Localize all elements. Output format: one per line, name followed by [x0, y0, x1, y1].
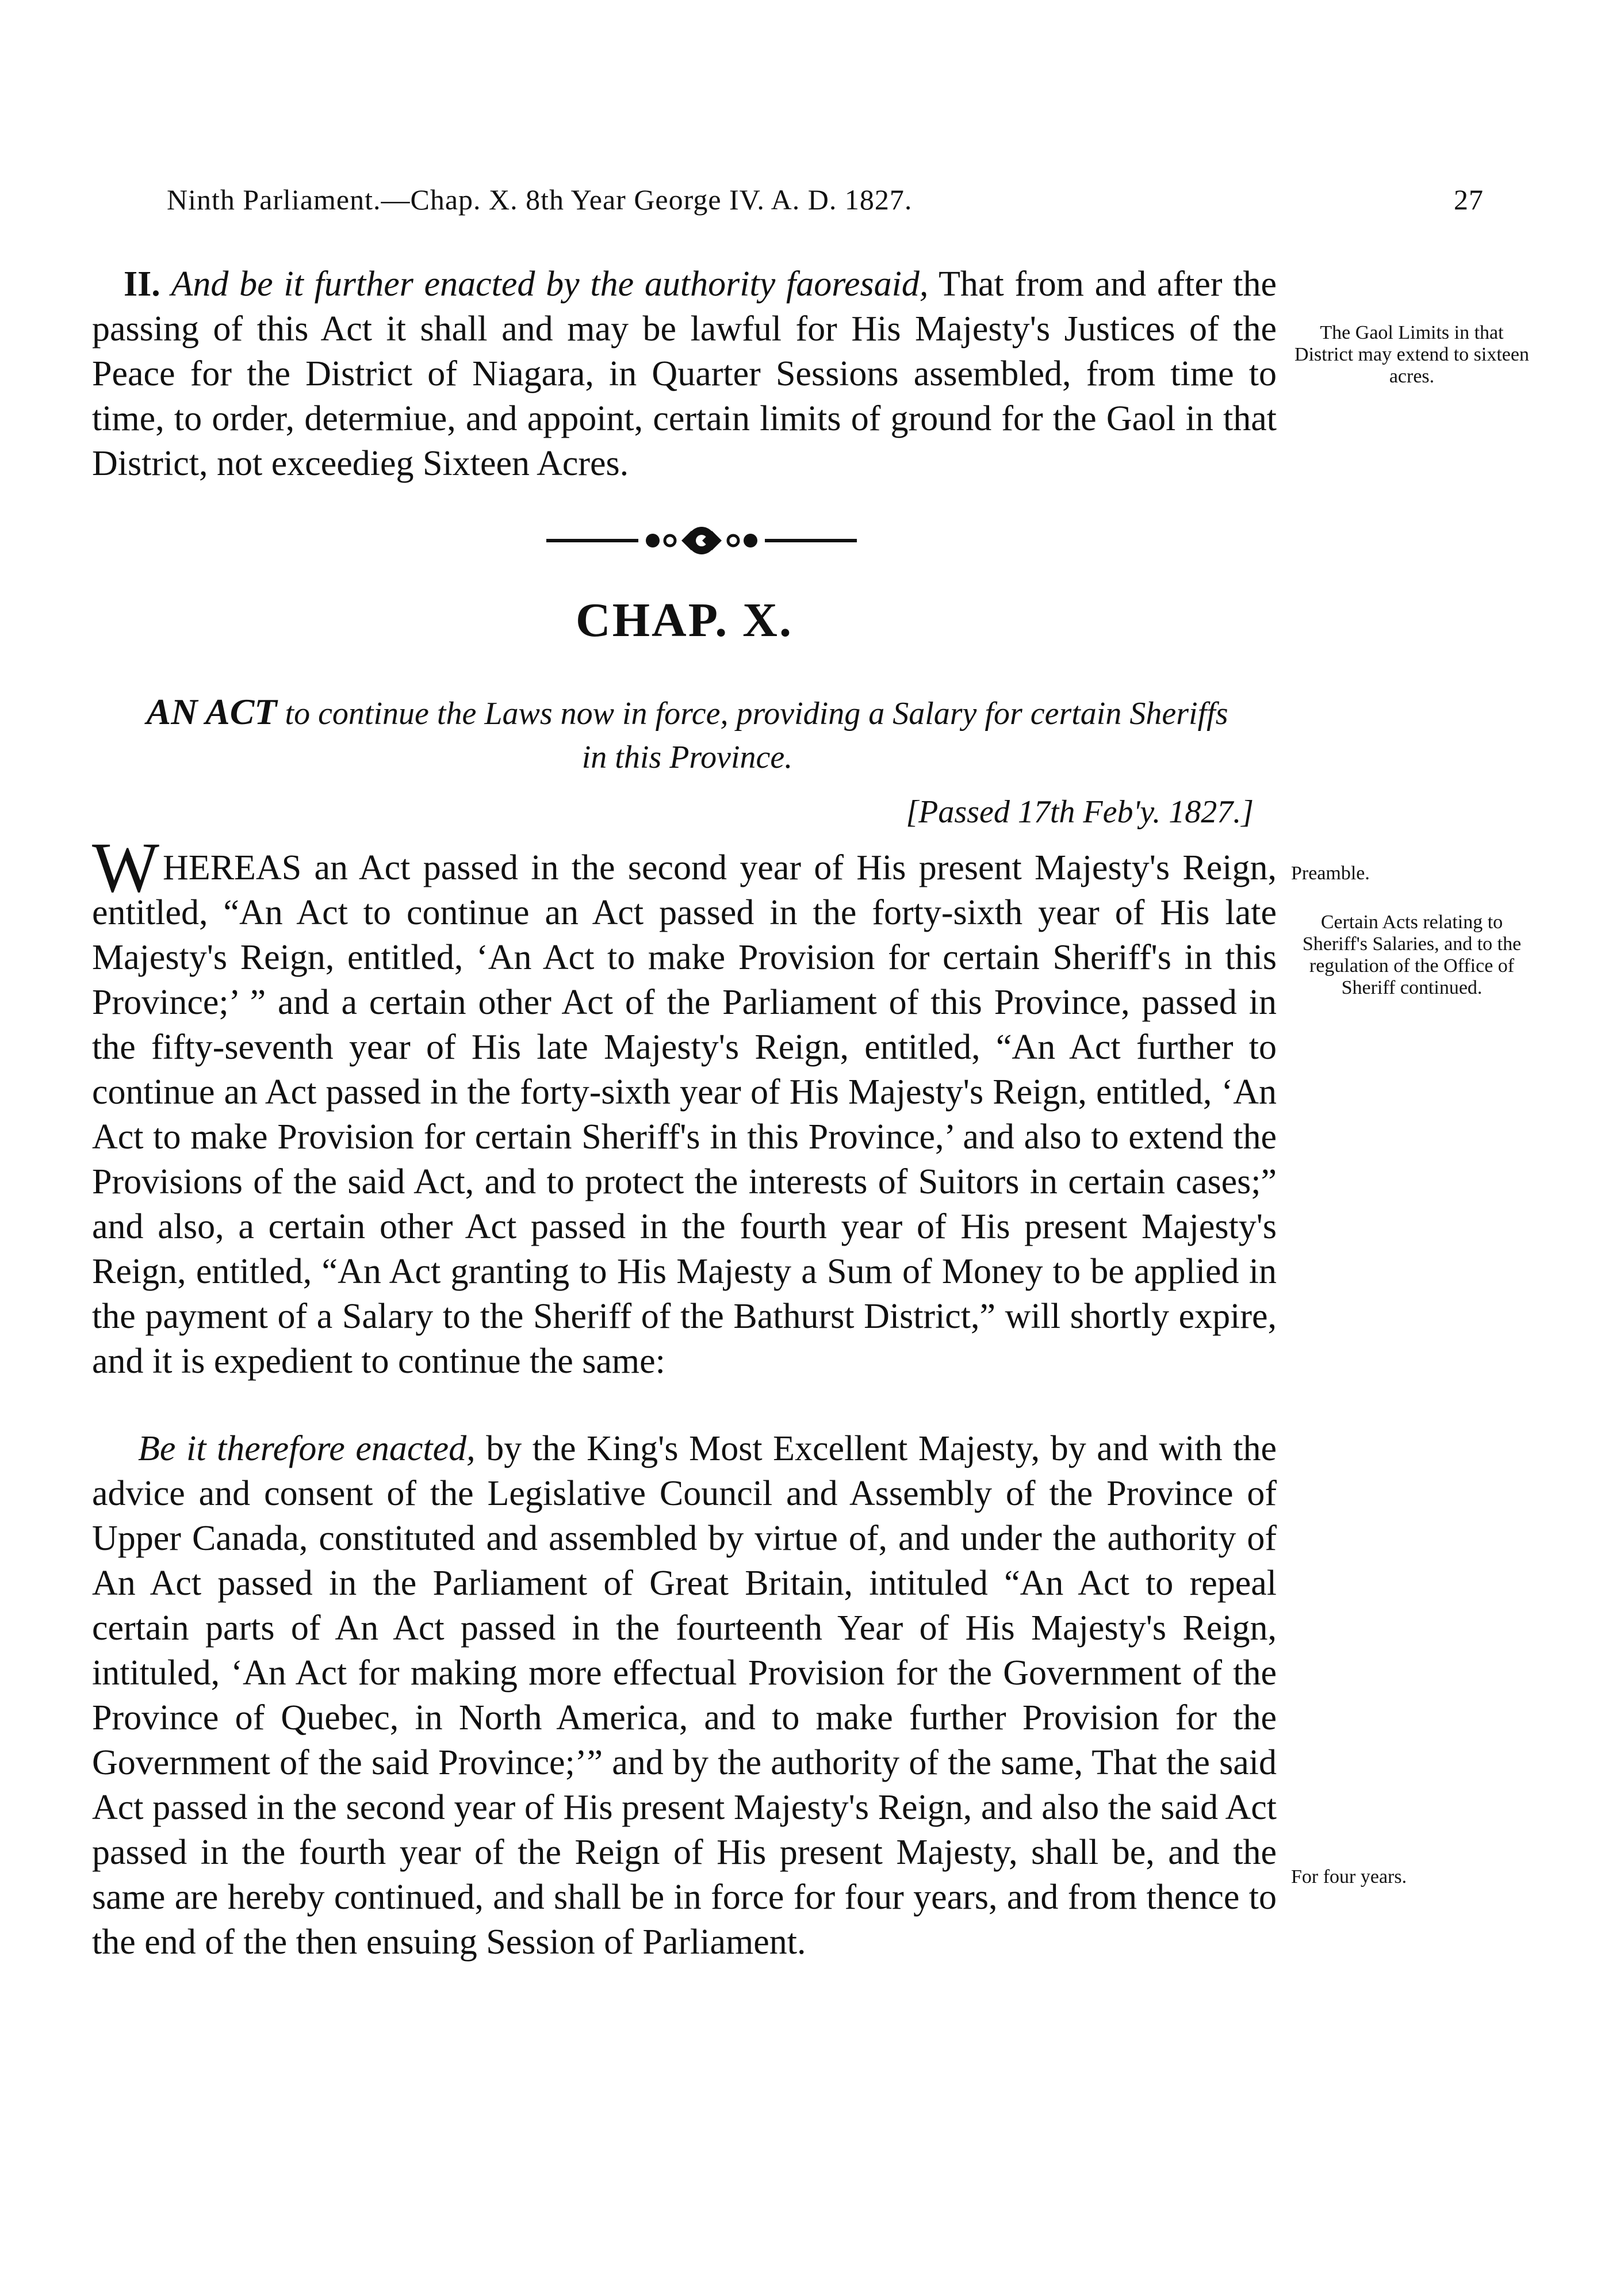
enacting-clause [92, 1426, 1277, 1965]
act-title-text: to continue the Laws now in force, providing a Salary for certain Sheriffs in this Province. [285, 696, 1228, 775]
act-title [132, 690, 1242, 779]
running-head-title: Ninth Parliament.—Chap. X. 8th Year George IV. A. D. 1827. [167, 183, 913, 216]
section-ii [92, 262, 1277, 486]
section-ii-paragraph [92, 262, 1277, 486]
section-ii-text: That from and after the passing of this Act it shall and may be lawful for His Majesty's Justices of the Peace for the District of Niagara, in Quarter Sessions assembled, from time to time, to order, determiue, and appoint, certain limits of ground for the Gaol in that District, not exceedieg Sixteen Acres. [92, 265, 1277, 483]
margin-note-four-years: For four years. [1291, 1866, 1407, 1887]
ornamental-divider-icon [541, 520, 863, 561]
preamble-paragraph [92, 828, 1277, 1384]
margin-note-acts: Certain Acts relating to Sheriff's Salaries, and to the regulation of the Office of Sheriff continued. [1302, 912, 1522, 998]
margin-note-preamble: Preamble. [1291, 863, 1370, 884]
page-number: 27 [1454, 183, 1484, 216]
chapter-heading: CHAP. X. [576, 593, 793, 647]
drop-initial: W [92, 828, 160, 907]
running-head [167, 183, 1484, 223]
section-number: II. [124, 265, 160, 304]
preamble [92, 828, 1277, 1384]
enacting-italic: Be it therefore enacted, [138, 1429, 476, 1468]
preamble-text: HEREAS an Act passed in the second year of His present Majesty's Reign, entitled, “An Act to continue an Act passed in the forty-sixth year of His late Majesty's Reign, entitled, ‘An Act to make Provision for certain Sheriff's in this Province;’ ” and a certain other Act of the Parliament of this Province, passed in the fifty-seventh year of His late Majesty's Reign, entitled, “An Act further to continue an Act passed in the forty-sixth year of His Majesty's Reign, entitled, ‘An Act to make Provision for certain Sheriff's in this Province,’ and also to extend the Provisions of the said Act, and to protect the interests of Suitors in certain cases;” and also, a certain other Act passed in the fourth year of His present Majesty's Reign, entitled, “An Act granting to His Majesty a Sum of Money to be applied in the payment of a Salary to the Sheriff of the Bathurst District,” will shortly expire, and it is expedient to continue the same: [92, 848, 1277, 1381]
passed-date: [Passed 17th Feb'y. 1827.] [906, 794, 1254, 830]
enacting-text: by the King's Most Excellent Majesty, by and with the advice and consent of the Legislative Council and Assembly of the Province of Upper Canada, constituted and assembled by virtue of, and under the authority of An Act passed in the Parliament of Great Britain, intituled “An Act to repeal certain parts of An Act passed in the fourteenth Year of His Majesty's Reign, intituled, ‘An Act for making more effectual Provision for the Government of the Province of Quebec, in North America, and to make further Provision for the Government of the said Province;’” and by the authority of the same, That the said Act passed in the second year of His present Majesty's Reign, and also the said Act passed in the fourth year of the Reign of His present Majesty, shall be, and the same are hereby continued, and shall be in force for four years, and from thence to the end of the then ensuing Session of Parliament. [92, 1429, 1277, 1962]
section-ii-italic: And be it further enacted by the authority faoresaid, [171, 265, 929, 304]
act-title-lead: AN ACT [146, 691, 277, 732]
margin-note-gaol: The Gaol Limits in that District may extend to sixteen acres. [1294, 322, 1529, 387]
enacting-paragraph [92, 1426, 1277, 1965]
